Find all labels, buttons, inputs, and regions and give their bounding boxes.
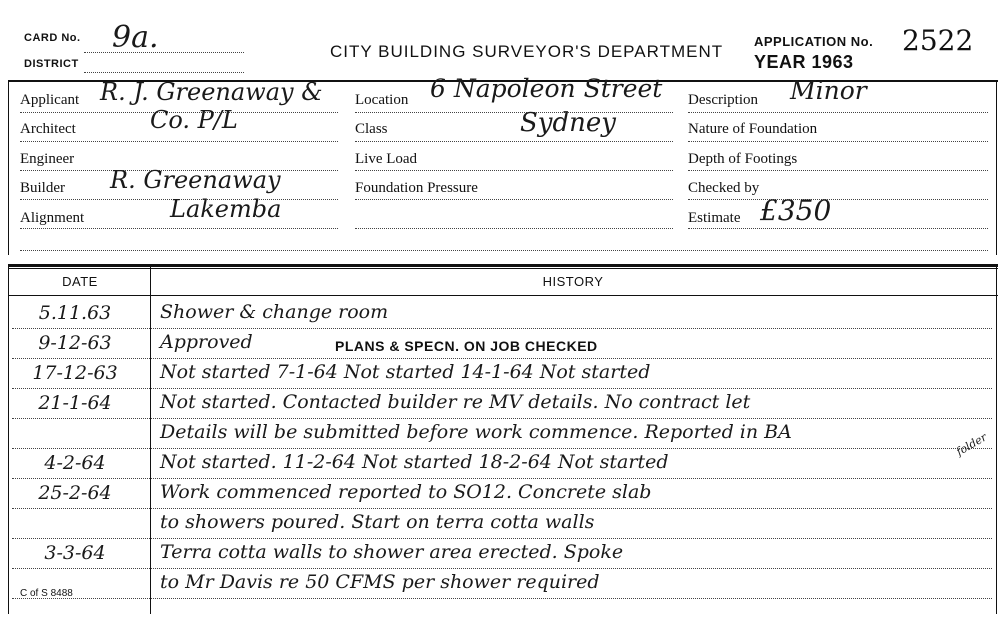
history-date: 17-12-63 [32,362,118,384]
history-entry: Work commenced reported to SO12. Concrete slab [160,481,652,503]
history-entry: Details will be submitted before work commence. Reported in BA [160,421,792,443]
district-label: DISTRICT [24,58,79,70]
year: YEAR 1963 [754,52,854,72]
date-column-divider [150,266,151,614]
blank-line [355,228,673,229]
builder-value: R. Greenaway [110,166,281,194]
history-row-line [12,538,992,539]
card-no-line [84,52,244,53]
history-entry: Approved [160,331,253,353]
card-no-label: CARD No. [24,32,81,44]
class-label: Class [355,121,388,137]
estimate-line [688,228,988,229]
history-top-rule-thin [8,268,998,269]
history-entry: Terra cotta walls to shower area erected. Spoke [160,541,624,563]
history-row-line [12,508,992,509]
history-right-rule [996,266,997,614]
history-date: 9-12-63 [38,332,112,354]
history-row-line [12,598,992,599]
nature-of-foundation-label: Nature of Foundation [688,121,818,137]
history-row-line [12,478,992,479]
alignment-value: Lakemba [170,195,282,223]
location-label: Location [355,92,409,108]
class-value: Sydney [520,108,616,138]
history-row-line [12,418,992,419]
checked-by-label: Checked by [688,180,760,196]
history-entry: Shower & change room [160,301,389,323]
history-row-line [12,328,992,329]
details-left-rule [8,80,9,255]
history-entry: Not started. Contacted builder re MV details. No contract let [160,391,751,413]
history-row-line [12,358,992,359]
history-date: 5.11.63 [38,302,112,324]
description-line [688,112,988,113]
description-label: Description [688,92,758,108]
history-top-rule [8,264,998,267]
location-line [355,112,673,113]
details-bottom-line [20,250,988,251]
architect-value: Co. P/L [150,106,238,134]
form-code: C of S 8488 [20,588,73,599]
application-no-label: APPLICATION No. [754,34,874,49]
location-value: 6 Napoleon Street [430,74,663,103]
foundation-pressure-label: Foundation Pressure [355,180,478,196]
history-stamp: PLANS & SPECN. ON JOB CHECKED [335,338,598,354]
history-date: 3-3-64 [44,542,106,564]
live-load-label: Live Load [355,151,418,167]
class-line [355,141,673,142]
nature-of-foundation-line [688,141,988,142]
history-entry: to showers poured. Start on terra cotta walls [160,511,595,533]
estimate-value: £350 [760,194,832,227]
history-entry: Not started 7-1-64 Not started 14-1-64 Not started [160,361,651,383]
history-date: 21-1-64 [38,392,112,414]
history-entry: to Mr Davis re 50 CFMS per shower required [160,571,600,593]
depth-of-footings-label: Depth of Footings [688,151,798,167]
history-left-rule [8,266,9,614]
checked-by-line [688,199,988,200]
history-header: HISTORY [542,274,604,289]
history-date: 25-2-64 [38,482,112,504]
department-title: CITY BUILDING SURVEYOR'S DEPARTMENT [330,42,724,61]
applicant-value: R. J. Greenaway & [100,78,323,106]
card-no-value: 9a. [112,20,159,55]
history-header-rule [8,295,998,296]
details-right-rule [996,80,997,255]
history-margin-note: folder [953,430,990,459]
alignment-label: Alignment [20,210,85,226]
architect-label: Architect [20,121,76,137]
engineer-label: Engineer [20,151,75,167]
estimate-label: Estimate [688,210,741,226]
applicant-label: Applicant [20,92,80,108]
description-value: Minor [790,76,867,105]
history-date: 4-2-64 [44,452,106,474]
district-line [84,72,244,73]
live-load-line [355,170,673,171]
alignment-line [20,228,338,229]
history-row-line [12,448,992,449]
history-row-line [12,568,992,569]
foundation-pressure-line [355,199,673,200]
history-entry: Not started. 11-2-64 Not started 18-2-64 Not started [160,451,669,473]
depth-of-footings-line [688,170,988,171]
architect-line [20,141,338,142]
date-header: DATE [62,274,98,289]
history-row-line [12,388,992,389]
application-no-value: 2522 [902,24,974,57]
builder-label: Builder [20,180,65,196]
